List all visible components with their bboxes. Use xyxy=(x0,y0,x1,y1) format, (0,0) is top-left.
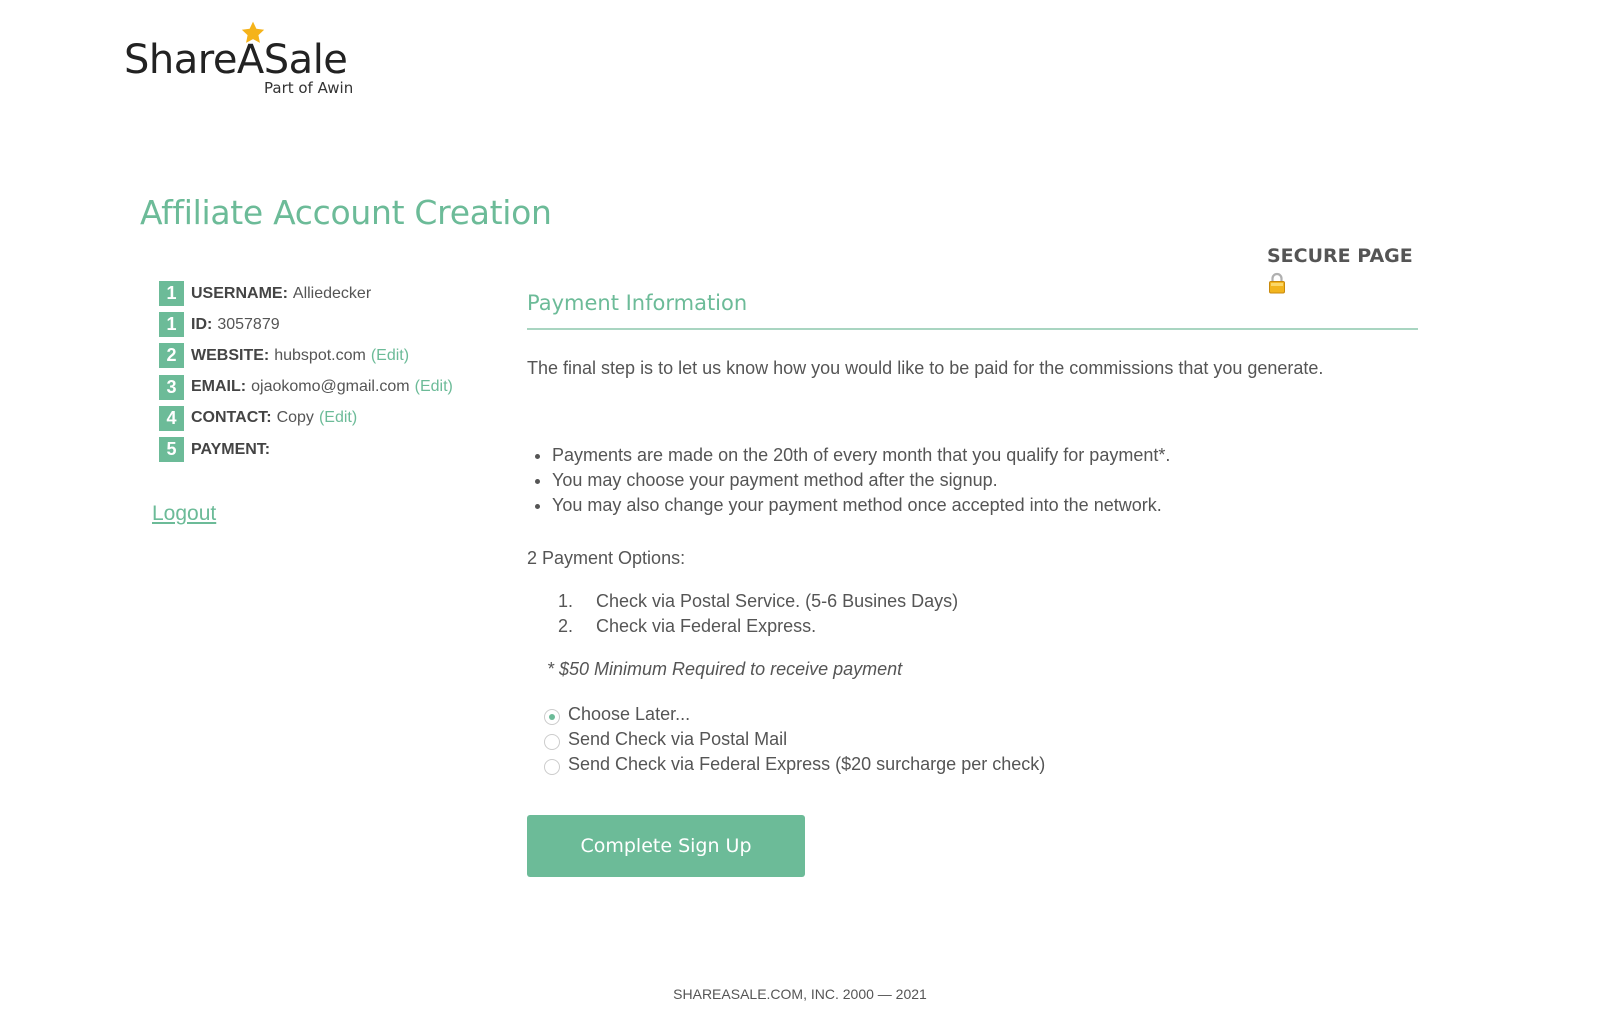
step-id xyxy=(159,309,453,340)
lock-icon xyxy=(1268,272,1286,294)
signup-steps-list xyxy=(159,278,453,465)
step-value: Copy xyxy=(276,409,314,427)
step-label: USERNAME: xyxy=(191,284,288,302)
logo-tagline: Part of Awin xyxy=(264,79,354,97)
payment-options-list xyxy=(558,589,958,639)
step-label: WEBSITE: xyxy=(191,346,270,364)
step-value: Alliedecker xyxy=(292,284,372,302)
radio-label: Send Check via Postal Mail xyxy=(568,729,788,749)
step-contact xyxy=(159,403,453,434)
payment-information-heading: Payment Information xyxy=(527,291,748,315)
radio-button[interactable] xyxy=(544,734,560,750)
step-number-badge: 1 xyxy=(159,281,184,306)
step-value: ojaokomo@gmail.com xyxy=(251,378,410,396)
step-number-badge: 2 xyxy=(159,343,184,368)
step-label: ID: xyxy=(191,315,213,333)
footer-copyright: SHAREASALE.COM, INC. 2000 — 2021 xyxy=(673,986,927,1002)
logo-brand-text: ShareASale xyxy=(124,37,348,83)
list-item: • You may choose your payment method after the signup. xyxy=(552,468,1170,493)
list-item xyxy=(558,589,958,614)
step-email xyxy=(159,372,453,403)
option-text: Check via Federal Express. xyxy=(596,616,817,636)
step-label: CONTACT: xyxy=(191,409,272,427)
step-payment xyxy=(159,434,453,465)
radio-label: Choose Later... xyxy=(568,704,691,724)
complete-sign-up-button[interactable]: Complete Sign Up xyxy=(527,815,805,877)
minimum-payment-note: * $50 Minimum Required to receive payment xyxy=(547,659,903,679)
step-number-badge: 3 xyxy=(159,375,184,400)
shareasale-logo[interactable] xyxy=(124,20,364,100)
page-title: Affiliate Account Creation xyxy=(140,193,552,232)
payment-intro-text: The final step is to let us know how you would like to be paid for the commissions that you generate. xyxy=(527,358,1324,378)
logout-link[interactable]: Logout xyxy=(152,502,217,525)
step-label: EMAIL: xyxy=(191,378,247,396)
payment-options-heading: 2 Payment Options: xyxy=(527,548,686,568)
step-value: hubspot.com xyxy=(274,346,366,364)
step-number-badge: 5 xyxy=(159,437,184,462)
payment-method-radio-group xyxy=(544,702,1045,777)
step-number-badge: 4 xyxy=(159,406,184,431)
step-label: PAYMENT: xyxy=(191,440,271,458)
radio-label: Send Check via Federal Express ($20 surcharge per check) xyxy=(568,754,1046,774)
secure-page-label: SECURE PAGE xyxy=(1267,245,1413,267)
option-number: 1. xyxy=(558,591,574,611)
step-website xyxy=(159,340,453,371)
step-value: 3057879 xyxy=(217,315,280,333)
edit-email-link[interactable]: (Edit) xyxy=(414,378,453,396)
radio-button[interactable] xyxy=(544,759,560,775)
radio-button[interactable] xyxy=(544,709,560,725)
radio-postal-mail[interactable] xyxy=(544,727,1045,752)
edit-website-link[interactable]: (Edit) xyxy=(370,346,410,364)
list-item: • Payments are made on the 20th of every month that you qualify for payment*. xyxy=(552,443,1170,468)
edit-contact-link[interactable]: (Edit) xyxy=(318,409,358,427)
payment-notes-list xyxy=(552,443,1170,518)
option-number: 2. xyxy=(558,616,574,636)
radio-federal-express[interactable] xyxy=(544,752,1045,777)
list-item: • You may also change your payment method once accepted into the network. xyxy=(552,493,1170,518)
step-number-badge: 1 xyxy=(159,312,184,337)
step-username xyxy=(159,278,453,309)
list-item xyxy=(558,614,958,639)
section-divider xyxy=(527,328,1418,330)
radio-choose-later[interactable] xyxy=(544,702,1045,727)
option-text: Check via Postal Service. (5-6 Busines Days) xyxy=(596,591,959,611)
